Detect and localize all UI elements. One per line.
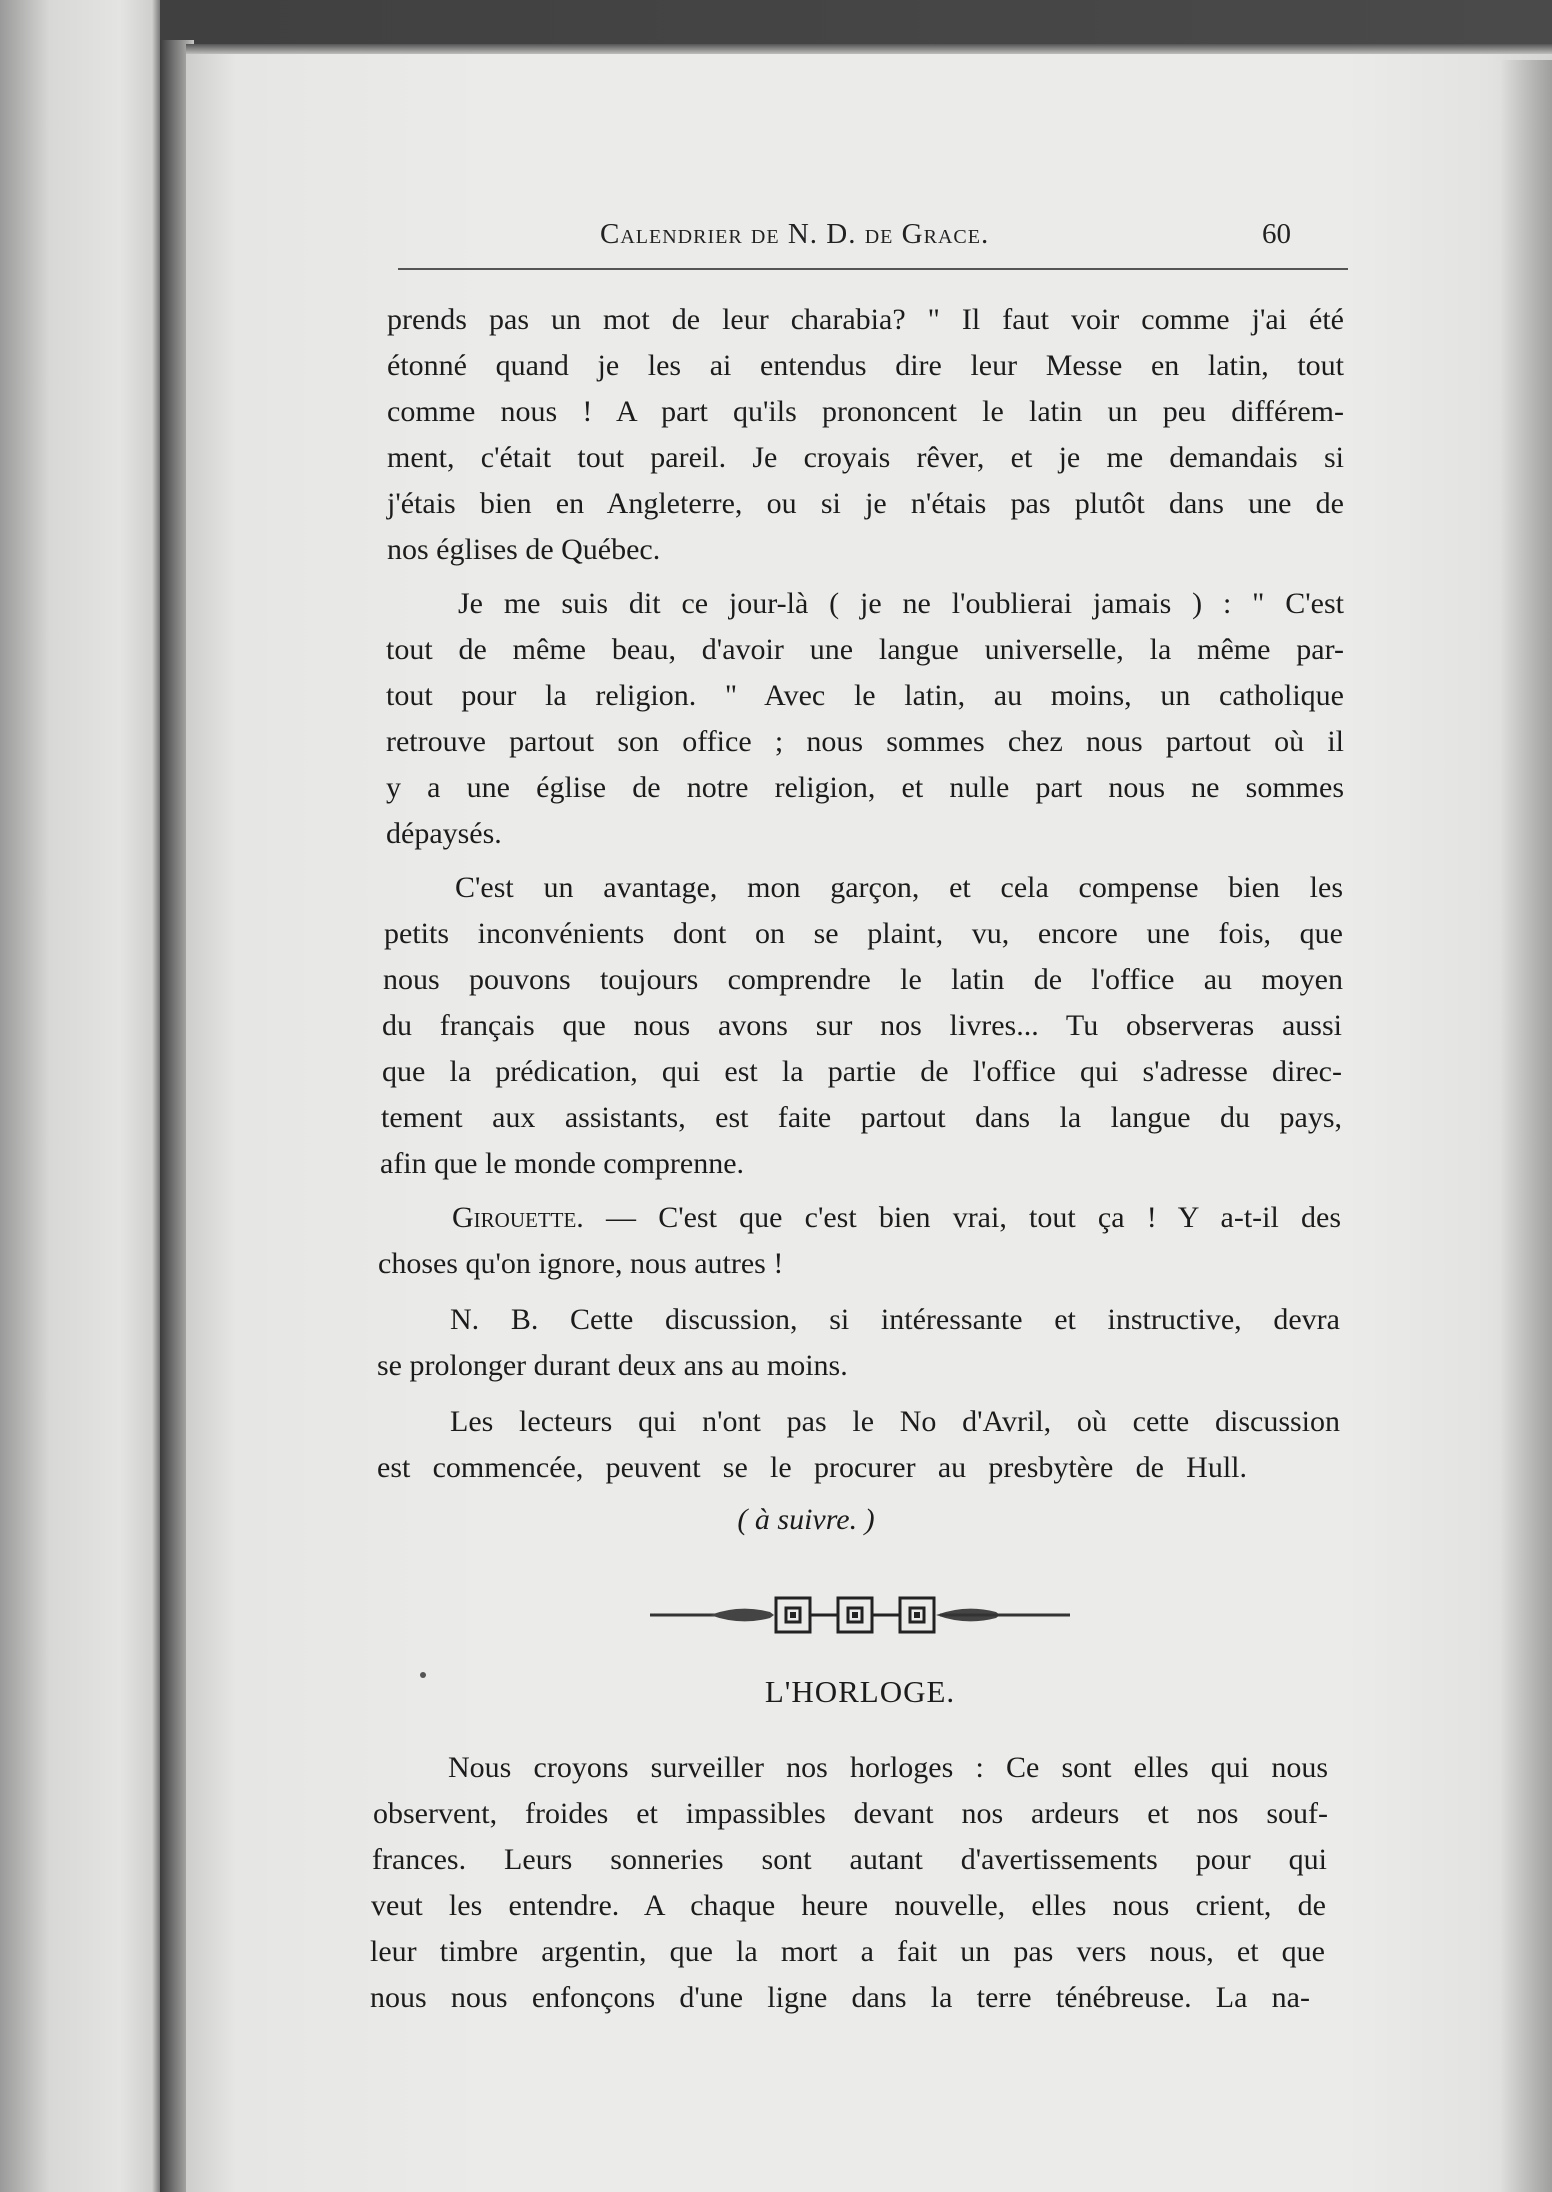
text-line: retrouve partout son office ; nous sommes chez nous partout où il — [386, 725, 1344, 758]
text-line: j'étais bien en Angleterre, ou si je n'étais pas plutôt dans une de — [387, 487, 1344, 520]
text-line: leur timbre argentin, que la mort a fait un pas vers nous, et que — [370, 1935, 1325, 1968]
text-line: afin que le monde comprenne. — [380, 1147, 745, 1180]
text-line: choses qu'on ignore, nous autres ! — [378, 1247, 784, 1280]
text-line: nous pouvons toujours comprendre le latin de l'office au moyen — [383, 963, 1343, 996]
page-number: 60 — [1262, 218, 1291, 250]
running-head-grace: Grace. — [901, 218, 990, 250]
text-line: tement aux assistants, est faite partout dans la langue du pays, — [381, 1101, 1342, 1134]
text-line: frances. Leurs sonneries sont autant d'avertissements pour qui — [372, 1843, 1327, 1876]
text-line: ment, c'était tout pareil. Je croyais rêver, et je me demandais si — [387, 441, 1344, 474]
page-top-edge — [186, 44, 1552, 54]
text-line: étonné quand je les ai entendus dire leur Messe en latin, tout — [387, 349, 1344, 382]
ornament-divider-icon — [650, 1590, 1090, 1640]
text-line: se prolonger durant deux ans au moins. — [377, 1349, 848, 1382]
running-head — [600, 218, 1190, 268]
text-line: prends pas un mot de leur charabia? " Il faut voir comme j'ai été — [387, 303, 1344, 336]
header-rule — [398, 268, 1348, 270]
text-line: nous nous enfonçons d'une ligne dans la terre ténébreuse. La na- — [370, 1981, 1310, 2014]
text-line: nos églises de Québec. — [387, 533, 661, 566]
print-speck — [420, 1672, 426, 1678]
running-head-de-2: de — [864, 218, 894, 250]
text-line: petits inconvénients dont on se plaint, vu, encore une fois, que — [384, 917, 1343, 950]
text-line: du français que nous avons sur nos livres... Tu observeras aussi — [382, 1009, 1342, 1042]
text-line: tout pour la religion. " Avec le latin, au moins, un catholique — [386, 679, 1344, 712]
running-head-nd: N. D. — [787, 218, 857, 250]
running-head-de: de — [750, 218, 780, 250]
text-line: comme nous ! A part qu'ils prononcent le latin un peu différem- — [387, 395, 1344, 428]
text-line: observent, froides et impassibles devant nos ardeurs et nos souf- — [373, 1797, 1328, 1830]
text-line: dépaysés. — [386, 817, 502, 850]
text-line: Nous croyons surveiller nos horloges : Ce sont elles qui nous — [448, 1751, 1328, 1784]
text-line: y a une église de notre religion, et nulle part nous ne sommes — [386, 771, 1344, 804]
running-head-calendrier: Calendrier — [600, 218, 743, 250]
text-line: veut les entendre. A chaque heure nouvelle, elles nous crient, de — [371, 1889, 1326, 1922]
text-line: que la prédication, qui est la partie de l'office qui s'adresse direc- — [382, 1055, 1342, 1088]
text-line: tout de même beau, d'avoir une langue universelle, la même par- — [386, 633, 1344, 666]
text-line: C'est un avantage, mon garçon, et cela compense bien les — [455, 871, 1343, 904]
text-line: N. B. Cette discussion, si intéressante et instructive, devra — [450, 1303, 1340, 1336]
text-line: Je me suis dit ce jour-là ( je ne l'oublierai jamais ) : " C'est — [458, 587, 1344, 620]
text-line: Les lecteurs qui n'ont pas le No d'Avril, où cette discussion — [450, 1405, 1340, 1438]
section-title: L'HORLOGE. — [764, 1674, 956, 1709]
speaker-girouette: Girouette. — [452, 1201, 584, 1234]
text-line: est commencée, peuvent se le procurer au presbytère de Hull. — [377, 1451, 1247, 1484]
a-suivre: ( à suivre. ) — [737, 1503, 875, 1536]
girouette-line: Girouette. — C'est que c'est bien vrai, tout ça ! Y a-t-il des — [452, 1201, 1341, 1234]
